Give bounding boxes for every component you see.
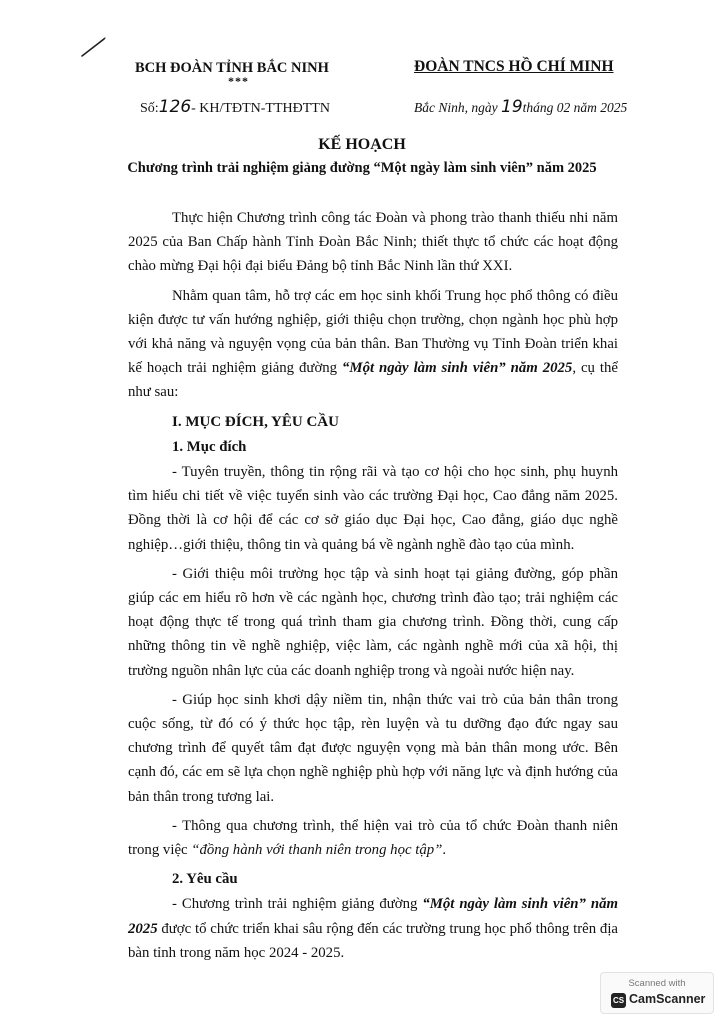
section-heading: I. MỤC ĐÍCH, YÊU CẦU [172, 413, 339, 430]
union-name: ĐOÀN TNCS HỒ CHÍ MINH [414, 58, 614, 75]
camscanner-name: CamScanner [629, 992, 706, 1006]
program-name-emphasis: “Một ngày làm sinh viên” năm 2025 [342, 360, 573, 377]
pen-stroke-mark [80, 36, 108, 58]
requirement-bullet-1 [128, 892, 618, 965]
document-number [140, 97, 330, 117]
intro-paragraph-2 [128, 284, 618, 405]
doc-number-prefix: Số: [140, 101, 159, 116]
date-day-handwritten: 19 [501, 97, 523, 117]
intro-p2-end: , cụ thể như sau: [128, 360, 618, 401]
purpose-b4-text: - Thông qua chương trình, thể hiện vai trò của tổ chức Đoàn thanh niên trong việc [128, 817, 618, 859]
document-date [414, 97, 627, 117]
document-subtitle: Chương trình trải nghiệm giảng đường “Một ngày làm sinh viên” năm 2025 [127, 160, 597, 176]
doc-number-suffix: - KH/TĐTN-TTHĐTTN [191, 101, 330, 116]
purpose-b4-quote: “đồng hành với thanh niên trong học tập” [191, 842, 443, 859]
purpose-b4-end: . [442, 842, 447, 859]
intro-paragraph-1: Thực hiện Chương trình công tác Đoàn và phong trào thanh thiếu nhi năm 2025 của Ban Chấp hành Tỉnh Đoàn Bắc Ninh; thiết thực tổ chức các hoạt động chào mừng Đại hội đại biểu Đảng bộ tỉnh Bắc Ninh lần thứ XXI. [128, 210, 618, 275]
intro-p2-text: Nhằm quan tâm, hỗ trợ các em học sinh khối Trung học phổ thông có điều kiện được tư vấn hướng nghiệp, giới thiệu chọn trường, chọn ngành học phù hợp với khả năng và nguyện vọng của bản thân. Ban Thường vụ Tỉnh Đoàn triển khai kế hoạch trải nghiệm giảng đường [128, 287, 618, 377]
scanned-with-label: Scanned with [628, 978, 686, 989]
document-body [128, 206, 618, 970]
date-suffix: tháng 02 năm 2025 [522, 100, 628, 115]
purpose-bullet-2: - Giới thiệu môi trường học tập và sinh hoạt tại giảng đường, góp phần giúp các em hiểu rõ hơn về các ngành học, chương trình đào tạo; trải nghiệm các hoạt động thực tế trong quá trình tham gia chương trình. Đồng thời, cung cấp những thông tin về nghề nghiệp, việc làm, các ngành nghề mới của xã hội, thị trường nguồn nhân lực của các doanh nghiệp trong và ngoài nước hiện nay. [128, 565, 618, 679]
document-title: KẾ HOẠCH [318, 136, 406, 153]
req-r1-text: - Chương trình trải nghiệm giảng đường [172, 896, 423, 913]
doc-number-handwritten: 126 [158, 97, 192, 117]
camscanner-watermark [600, 972, 714, 1014]
req-program-name: “Một ngày làm sinh viên” năm 2025 [128, 896, 618, 937]
purpose-bullet-3: - Giúp học sinh khơi dậy niềm tin, nhận thức vai trò của bản thân trong cuộc sống, từ đó có ý thức học tập, rèn luyện và tu dưỡng đạo đức ngay sau chương trình để quyết tâm đạt được nguyện vọng mà bản thân mong ước. Bên cạnh đó, các em sẽ lựa chọn nghề nghiệp phù hợp với năng lực và định hướng của bản thân trong tương lai. [128, 691, 618, 805]
subsection-requirements: 2. Yêu cầu [172, 871, 238, 888]
subsection-purpose: 1. Mục đích [172, 438, 247, 455]
issuing-organization: BCH ĐOÀN TỈNH BẮC NINH [135, 60, 329, 76]
purpose-bullet-4 [128, 814, 618, 862]
camscanner-logo-icon: CS [611, 993, 626, 1008]
header-stars: *** [228, 74, 249, 88]
purpose-bullet-1: - Tuyên truyền, thông tin rộng rãi và tạo cơ hội cho học sinh, phụ huynh tìm hiểu chi tiết về việc tuyển sinh vào các trường Đại học, Cao đẳng năm 2025. Đồng thời là cơ hội để các cơ sở giáo dục Đại học, Cao đẳng, giáo dục nghề nghiệp…giới thiệu, thông tin và quảng bá về ngành nghề đào tạo của mình. [128, 464, 618, 553]
date-prefix: Bắc Ninh, ngày [414, 100, 498, 115]
req-r1-end: được tổ chức triển khai sâu rộng đến các trường trung học phổ thông trên địa bàn tỉnh trong năm học 2024 - 2025. [128, 920, 618, 961]
